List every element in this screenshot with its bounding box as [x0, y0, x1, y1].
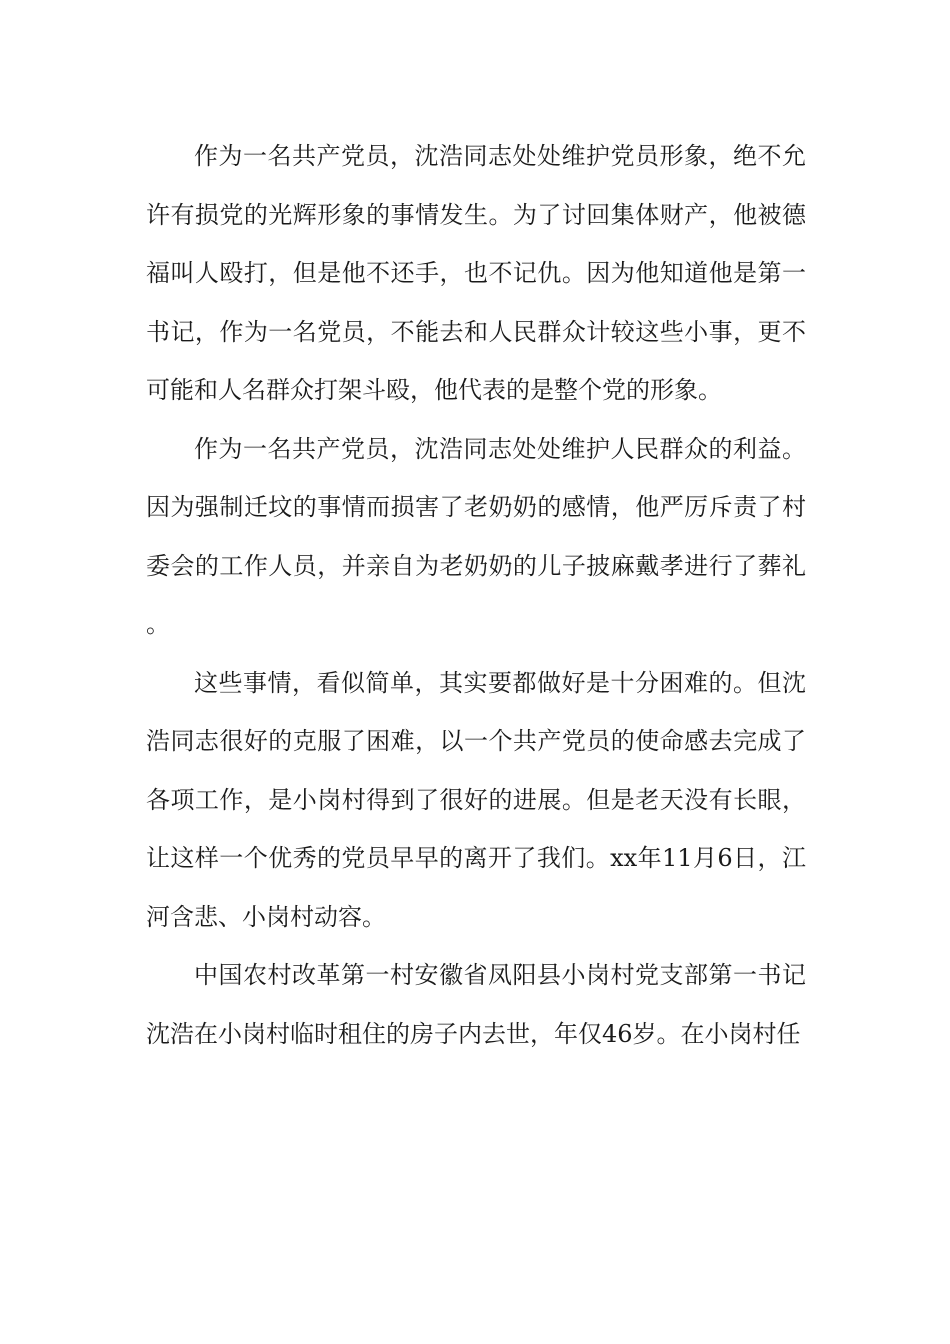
paragraph-2: 作为一名共产党员，沈浩同志处处维护人民群众的利益。因为强制迁坟的事情而损害了老奶奶的感情，他严厉斥责了村委会的工作人员，并亲自为老奶奶的儿子披麻戴孝进行了葬礼。	[146, 434, 806, 638]
paragraph-4: 中国农村改革第一村安徽省凤阳县小岗村党支部第一书记沈浩在小岗村临时租住的房子内去世，年仅46岁。在小岗村任	[146, 961, 806, 1048]
document-body	[146, 127, 806, 1063]
paragraph-1: 作为一名共产党员，沈浩同志处处维护党员形象，绝不允许有损党的光辉形象的事情发生。为了讨回集体财产，他被德福叫人殴打，但是他不还手，也不记仇。因为他知道他是第一书记，作为一名党员，不能去和人民群众计较这些小事，更不可能和人名群众打架斗殴，他代表的是整个党的形象。	[146, 142, 806, 404]
paragraph-3: 这些事情，看似简单，其实要都做好是十分困难的。但沈浩同志很好的克服了困难，以一个共产党员的使命感去完成了各项工作，是小岗村得到了很好的进展。但是老天没有长眼，让这样一个优秀的党员早早的离开了我们。xx年11月6日，江河含悲、小岗村动容。	[146, 668, 806, 931]
